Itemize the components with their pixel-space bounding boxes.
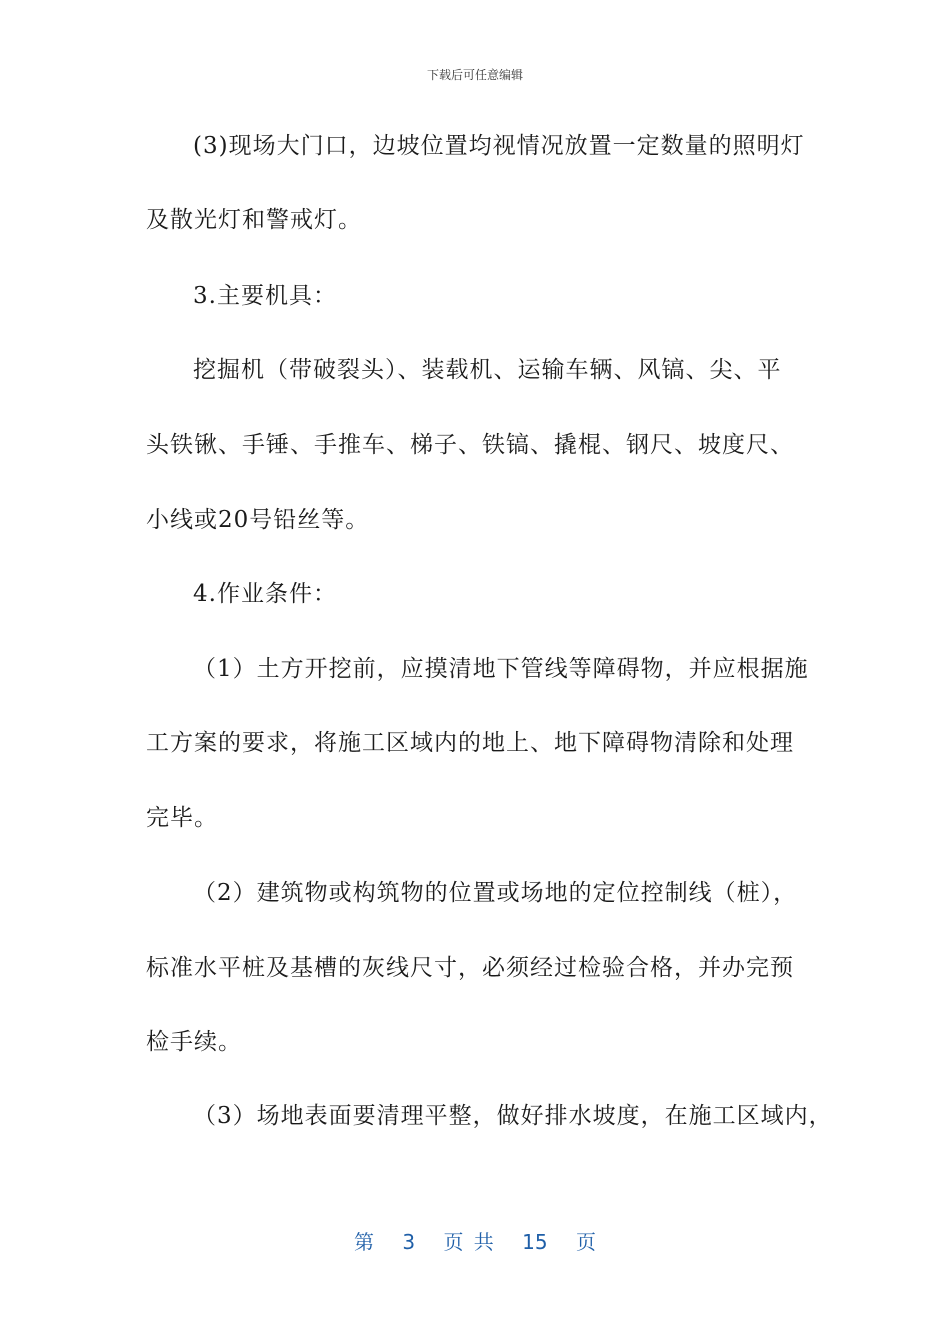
body-line: 头铁锹、手锤、手推车、梯子、铁镐、撬棍、钢尺、坡度尺、 xyxy=(146,432,794,458)
footer-page-number: 3 xyxy=(402,1230,416,1254)
footer-label-ye: 页 xyxy=(575,1230,596,1254)
body-line: 挖掘机（带破裂头）、装载机、运输车辆、风镐、尖、平 xyxy=(193,357,782,383)
body-line: (3)现场大门口，边坡位置均视情况放置一定数量的照明灯 xyxy=(193,133,805,159)
body-line: （1）土方开挖前，应摸清地下管线等障碍物，并应根据施 xyxy=(193,656,809,682)
page-header: 下载后可任意编辑 xyxy=(426,68,523,82)
body-line: 小线或20号铅丝等。 xyxy=(146,507,370,533)
body-line: 标准水平桩及基槽的灰线尺寸，必须经过检验合格，并办完预 xyxy=(146,955,794,981)
body-line: 完毕。 xyxy=(146,805,218,831)
footer-label-ye-gong: 页 共 xyxy=(443,1230,494,1254)
body-line: 检手续。 xyxy=(146,1029,242,1055)
footer-total-pages: 15 xyxy=(522,1230,548,1254)
page-footer xyxy=(0,1226,950,1255)
section-heading: 3.主要机具： xyxy=(193,283,337,309)
footer-label-di: 第 xyxy=(354,1230,374,1254)
section-heading: 4.作业条件： xyxy=(193,581,337,607)
body-line: 及散光灯和警戒灯。 xyxy=(146,207,362,233)
body-line: 工方案的要求，将施工区域内的地上、地下障碍物清除和处理 xyxy=(146,730,794,756)
body-line: （2）建筑物或构筑物的位置或场地的定位控制线（桩）， xyxy=(193,880,798,906)
body-line: （3）场地表面要清理平整，做好排水坡度，在施工区域内， xyxy=(193,1103,833,1129)
